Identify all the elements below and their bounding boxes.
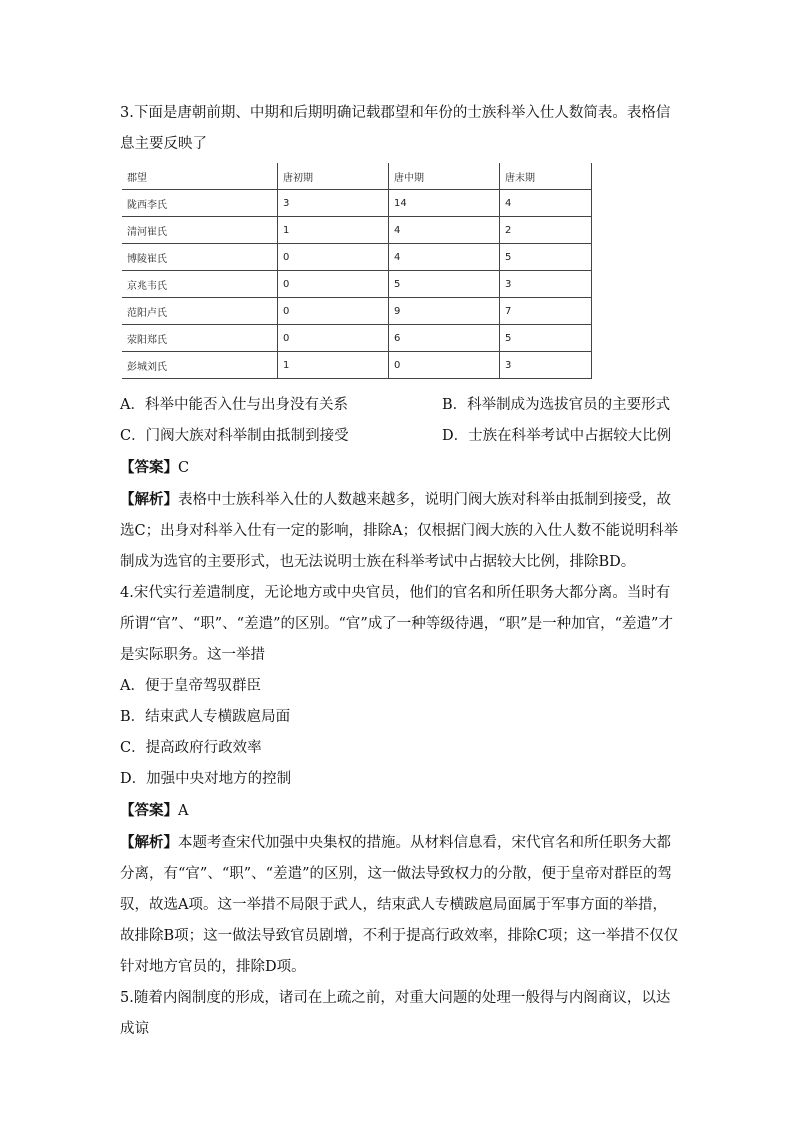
table-row [122,190,592,217]
table-cell: 0 [278,244,389,271]
question-3-analysis [120,484,680,578]
table-cell: 1 [278,217,389,244]
question-3-table [122,163,592,379]
table-cell: 3 [500,352,592,379]
option-c: C．提高政府行政效率 [120,740,262,756]
table-cell: 7 [500,298,592,325]
answer-value: A [178,803,189,819]
table-cell: 清河崔氏 [122,217,278,244]
question-4-answer [120,795,680,827]
answer-label: 【答案】 [120,802,178,819]
table-cell: 0 [278,298,389,325]
option-b: B．结束武人专横跋扈局面 [120,709,291,725]
table-cell: 0 [389,352,500,379]
analysis-text: 表格中士族科举入仕的人数越来越多，说明门阀大族对科举由抵制到接受，故选C；出身对科举入仕有一定的影响，排除A；仅根据门阀大族的入仕人数不能说明科举制成为选官的主要形式，也无法说明士族在科举考试中占据较大比例，排除BD。 [120,492,679,570]
answer-label: 【答案】 [120,459,178,476]
table-cell: 4 [500,190,592,217]
table-header-cell: 郡望 [122,163,278,190]
table-cell: 荥阳郑氏 [122,325,278,352]
table-cell: 陇西李氏 [122,190,278,217]
option-a: A．科举中能否入仕与出身没有关系 [120,397,348,413]
table-row [122,271,592,298]
table-header-cell: 唐中期 [389,163,500,190]
question-3-answer [120,452,680,484]
table-cell: 4 [389,244,500,271]
table-row [122,244,592,271]
table-cell: 京兆韦氏 [122,271,278,298]
table-header-cell: 唐末期 [500,163,592,190]
option-b: B．科举制成为选拔官员的主要形式 [442,397,671,413]
table-cell: 5 [500,325,592,352]
answer-value: C [178,460,190,476]
table-cell: 3 [500,271,592,298]
table-cell: 0 [278,325,389,352]
option-c: C．门阀大族对科举制由抵制到接受 [120,428,349,444]
table-row [122,352,592,379]
table-cell: 1 [278,352,389,379]
table-cell: 彭城刘氏 [122,352,278,379]
table-row [122,325,592,352]
table-cell: 5 [500,244,592,271]
analysis-text: 本题考查宋代加强中央集权的措施。从材料信息看，宋代官名和所任职务大都分离，有“官”、“职”、“差遣”的区别，这一做法导致权力的分散，便于皇帝对群臣的驾驭，故选A项。这一举措不局限于武人，结束武人专横跋扈局面属于军事方面的举措，故排除B项；这一做法导致官员剧增，不利于提高行政效率，排除C项；这一举措不仅仅针对地方官员的，排除D项。 [120,835,679,975]
table-row [122,298,592,325]
table-row [122,217,592,244]
option-d: D．士族在科举考试中占据较大比例 [442,428,672,444]
analysis-label: 【解析】 [120,491,178,508]
question-3-stem: 3.下面是唐朝前期、中期和后期明确记载郡望和年份的士族科举入仕人数简表。表格信息主要反映了 [120,105,671,152]
table-header-cell: 唐初期 [278,163,389,190]
question-4-analysis [120,827,680,983]
answers-section [120,452,680,1045]
table-cell: 0 [278,271,389,298]
table-cell: 9 [389,298,500,325]
table-header-row [122,163,592,190]
table-cell: 范阳卢氏 [122,298,278,325]
question-4-stem: 4.宋代实行差遣制度，无论地方或中央官员，他们的官名和所任职务大都分离。当时有所谓“官”、“职”、“差遣”的区别。“官”成了一种等级待遇，“职”是一种加官，“差遣”才是实际职务。这一举措 [120,585,673,663]
table-cell: 3 [278,190,389,217]
option-d: D．加强中央对地方的控制 [120,771,292,787]
table-cell: 14 [389,190,500,217]
analysis-label: 【解析】 [120,834,178,851]
question-5-stem: 5.随着内阁制度的形成，诸司在上疏之前，对重大问题的处理一般得与内阁商议，以达成谅 [120,990,671,1037]
table-cell: 6 [389,325,500,352]
table-cell: 5 [389,271,500,298]
table-cell: 4 [389,217,500,244]
table-cell: 博陵崔氏 [122,244,278,271]
option-a: A．便于皇帝驾驭群臣 [120,678,261,694]
table-cell: 2 [500,217,592,244]
